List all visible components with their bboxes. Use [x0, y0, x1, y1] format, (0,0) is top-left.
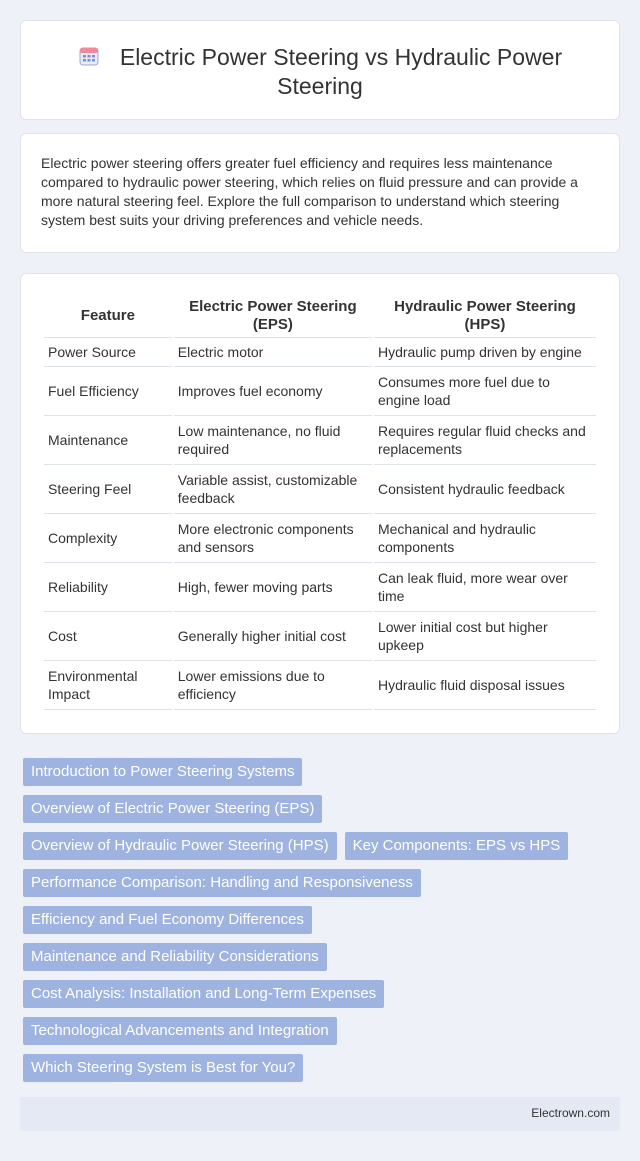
- topic-link[interactable]: Cost Analysis: Installation and Long-Term Expenses: [23, 980, 384, 1008]
- cell-feature: Steering Feel: [44, 465, 172, 514]
- cell-hps: Can leak fluid, more wear over time: [374, 563, 596, 612]
- table-header-row: [44, 294, 596, 338]
- link-row: [23, 832, 603, 869]
- title-card: [20, 20, 620, 120]
- cell-hps: Mechanical and hydraulic components: [374, 514, 596, 563]
- table-row: [44, 612, 596, 661]
- cell-feature: Maintenance: [44, 416, 172, 465]
- cell-feature: Environmental Impact: [44, 661, 172, 710]
- intro-text: Electric power steering offers greater fuel efficiency and requires less maintenance compared to hydraulic power steering, which relies on fluid pressure and can provide a more natural steering feel. Explore the full comparison to understand which steering system best suits your driving preferences and vehicle needs.: [41, 155, 578, 228]
- topic-link[interactable]: Which Steering System is Best for You?: [23, 1054, 303, 1082]
- cell-eps: Variable assist, customizable feedback: [174, 465, 372, 514]
- table-row: [44, 338, 596, 367]
- cell-hps: Lower initial cost but higher upkeep: [374, 612, 596, 661]
- calendar-icon: [78, 45, 100, 67]
- cell-eps: Lower emissions due to efficiency: [174, 661, 372, 710]
- column-header-hps: Hydraulic Power Steering (HPS): [374, 294, 596, 338]
- page-title: Electric Power Steering vs Hydraulic Power Steering: [119, 44, 563, 99]
- comparison-table: [42, 294, 598, 710]
- cell-eps: Improves fuel economy: [174, 367, 372, 416]
- cell-feature: Complexity: [44, 514, 172, 563]
- footer: [20, 1097, 620, 1131]
- cell-eps: Generally higher initial cost: [174, 612, 372, 661]
- cell-eps: Electric motor: [174, 338, 372, 367]
- page-title-row: [21, 43, 619, 101]
- table-row: [44, 661, 596, 710]
- topic-links: [23, 758, 603, 1091]
- topic-link[interactable]: Overview of Electric Power Steering (EPS): [23, 795, 322, 823]
- cell-feature: Power Source: [44, 338, 172, 367]
- link-row: [23, 980, 603, 1017]
- topic-link[interactable]: Introduction to Power Steering Systems: [23, 758, 302, 786]
- cell-feature: Cost: [44, 612, 172, 661]
- link-row: [23, 795, 603, 832]
- link-row: [23, 869, 603, 906]
- cell-eps: Low maintenance, no fluid required: [174, 416, 372, 465]
- table-row: [44, 465, 596, 514]
- topic-link[interactable]: Overview of Hydraulic Power Steering (HPS): [23, 832, 337, 860]
- link-row: [23, 758, 603, 795]
- table-row: [44, 367, 596, 416]
- topic-link[interactable]: Maintenance and Reliability Considerations: [23, 943, 327, 971]
- column-header-eps: Electric Power Steering (EPS): [174, 294, 372, 338]
- table-row: [44, 416, 596, 465]
- topic-link[interactable]: Efficiency and Fuel Economy Differences: [23, 906, 312, 934]
- link-row: [23, 1017, 603, 1054]
- topic-link[interactable]: Performance Comparison: Handling and Responsiveness: [23, 869, 421, 897]
- cell-feature: Fuel Efficiency: [44, 367, 172, 416]
- cell-eps: More electronic components and sensors: [174, 514, 372, 563]
- intro-card: [20, 133, 620, 253]
- cell-hps: Consumes more fuel due to engine load: [374, 367, 596, 416]
- link-row: [23, 943, 603, 980]
- cell-hps: Hydraulic fluid disposal issues: [374, 661, 596, 710]
- link-row: [23, 906, 603, 943]
- cell-hps: Consistent hydraulic feedback: [374, 465, 596, 514]
- cell-hps: Hydraulic pump driven by engine: [374, 338, 596, 367]
- table-row: [44, 563, 596, 612]
- column-header-feature: Feature: [44, 294, 172, 338]
- link-row: [23, 1054, 603, 1091]
- topic-link[interactable]: Technological Advancements and Integration: [23, 1017, 337, 1045]
- topic-link[interactable]: Key Components: EPS vs HPS: [345, 832, 569, 860]
- cell-eps: High, fewer moving parts: [174, 563, 372, 612]
- cell-feature: Reliability: [44, 563, 172, 612]
- comparison-table-card: [20, 273, 620, 734]
- cell-hps: Requires regular fluid checks and replacements: [374, 416, 596, 465]
- footer-site-name: Electrown.com: [531, 1106, 610, 1120]
- table-row: [44, 514, 596, 563]
